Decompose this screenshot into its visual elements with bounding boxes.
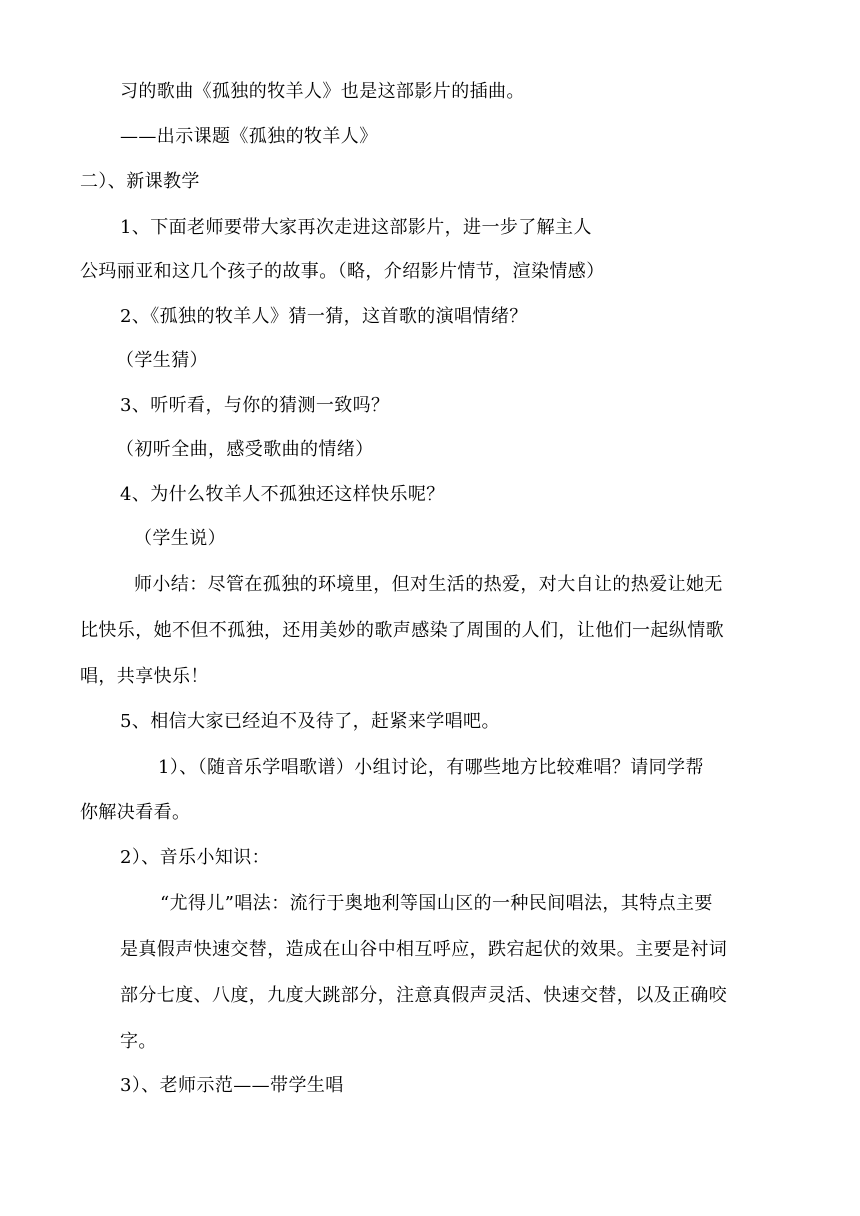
text-line: 师小结：尽管在孤独的环境里，但对生活的热爱，对大自让的热爱让她无	[134, 574, 723, 595]
text-line: 是真假声快速交替，造成在山谷中相互呼应，跌宕起伏的效果。主要是衬词	[120, 939, 728, 960]
text-line: （初听全曲，感受歌曲的情绪）	[116, 439, 374, 460]
text-line: 字。	[120, 1031, 157, 1052]
text-line: 唱，共享快乐！	[80, 666, 209, 687]
text-line: 比快乐，她不但不孤独，还用美妙的歌声感染了周围的人们，让他们一起纵情歌	[80, 620, 724, 641]
text-line: 部分七度、八度，九度大跳部分，注意真假声灵活、快速交替，以及正确咬	[120, 985, 728, 1006]
text-line: ——出示课题《孤独的牧羊人》	[120, 126, 378, 147]
text-line: 5、相信大家已经迫不及待了，赶紧来学唱吧。	[120, 711, 500, 732]
text-line: “尤得儿”唱法：流行于奥地利等国山区的一种民间唱法，其特点主要	[160, 893, 713, 914]
text-line: 3）、老师示范——带学生唱	[120, 1075, 344, 1096]
text-line: 公玛丽亚和这几个孩子的故事。（略，介绍影片情节，渲染情感）	[80, 261, 605, 282]
section-heading: 二）、新课教学	[80, 171, 200, 192]
text-line: 2）、音乐小知识：	[120, 847, 271, 868]
text-line: 2、《孤独的牧羊人》猜一猜，这首歌的演唱情绪？	[120, 306, 528, 327]
text-line: 1、下面老师要带大家再次走进这部影片，进一步了解主人	[120, 217, 592, 238]
text-line: 习的歌曲《孤独的牧羊人》也是这部影片的插曲。	[120, 81, 525, 102]
text-line: （学生猜）	[116, 350, 208, 371]
text-line: 1）、（随音乐学唱歌谱）小组讨论，有哪些地方比较难唱？请同学帮	[158, 757, 704, 778]
text-line: 4、为什么牧羊人不孤独还这样快乐呢？	[120, 484, 445, 505]
text-line: （学生说）	[134, 528, 226, 549]
text-line: 3、听听看，与你的猜测一致吗？	[120, 395, 390, 416]
text-line: 你解决看看。	[80, 802, 191, 823]
